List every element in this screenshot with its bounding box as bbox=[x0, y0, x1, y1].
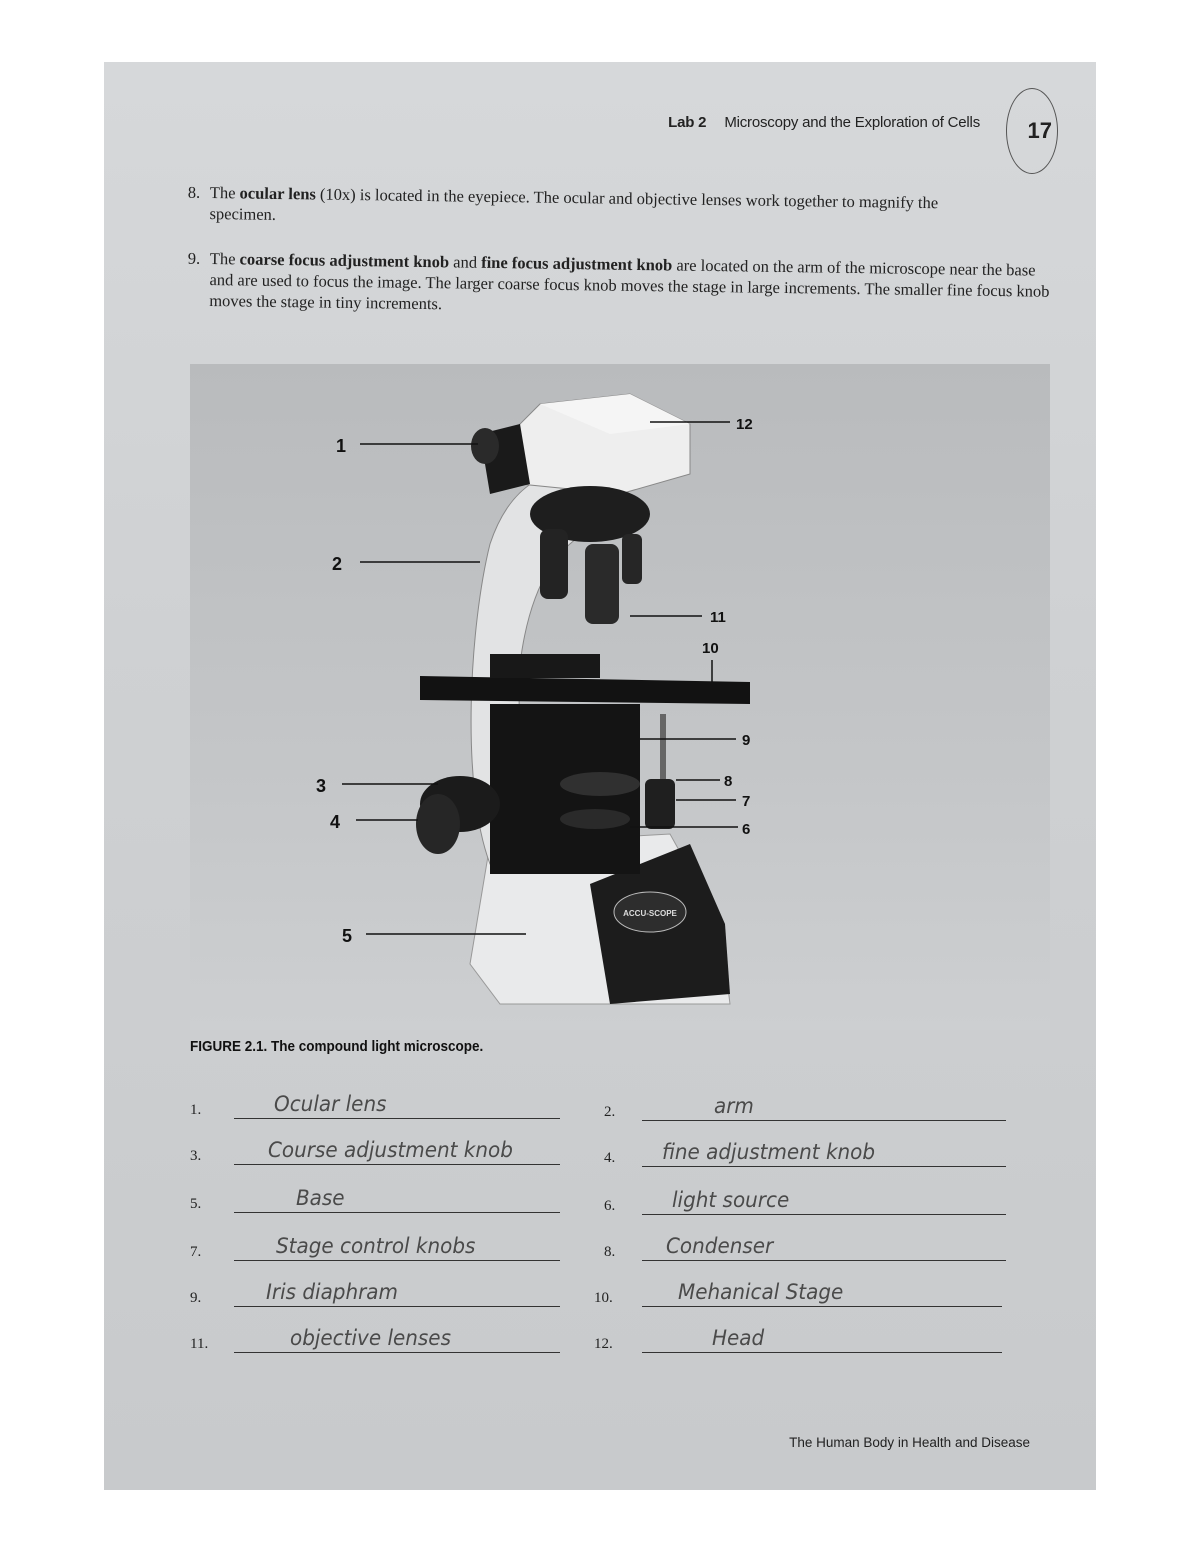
callout-4: 4 bbox=[330, 812, 341, 832]
handwritten-answer: Head bbox=[712, 1326, 765, 1350]
callout-8: 8 bbox=[724, 773, 733, 790]
answer-line bbox=[234, 1212, 560, 1213]
handwritten-answer: objective lenses bbox=[290, 1326, 451, 1350]
chapter-title: Microscopy and the Exploration of Cells bbox=[724, 114, 980, 131]
handwritten-answer: Course adjustment knob bbox=[268, 1138, 513, 1162]
handwritten-answer: Mehanical Stage bbox=[678, 1280, 844, 1304]
answer-number: 4. bbox=[604, 1150, 616, 1166]
answer-number: 9. bbox=[190, 1290, 202, 1306]
callout-1: 1 bbox=[336, 436, 347, 456]
handwritten-answer: Ocular lens bbox=[274, 1092, 387, 1116]
answer-number: 5. bbox=[190, 1196, 202, 1212]
answer-line bbox=[234, 1260, 560, 1261]
handwritten-answer: fine adjustment knob bbox=[662, 1140, 876, 1164]
answer-number: 7. bbox=[190, 1244, 202, 1260]
handwritten-answer: Iris diaphram bbox=[266, 1280, 398, 1304]
answer-line bbox=[642, 1214, 1006, 1215]
paragraph-9 bbox=[187, 248, 1056, 323]
answer-line bbox=[234, 1164, 560, 1165]
callout-3: 3 bbox=[316, 776, 327, 796]
answer-line bbox=[234, 1306, 560, 1307]
paragraph-number: 9. bbox=[187, 248, 201, 268]
text-run: and bbox=[448, 252, 482, 272]
callout-6: 6 bbox=[742, 821, 751, 838]
handwritten-answer: Stage control knobs bbox=[276, 1234, 476, 1258]
answer-line bbox=[642, 1306, 1002, 1307]
answer-line bbox=[642, 1120, 1006, 1121]
answer-line bbox=[642, 1260, 1006, 1261]
page-number: 17 bbox=[1027, 118, 1052, 143]
callout-12: 12 bbox=[736, 416, 753, 433]
callout-2: 2 bbox=[332, 554, 343, 574]
lab-label: Lab 2 bbox=[668, 114, 707, 131]
paragraph-8 bbox=[187, 182, 950, 234]
answer-line bbox=[234, 1352, 560, 1353]
callout-10: 10 bbox=[702, 640, 719, 657]
paragraph-number: 8. bbox=[187, 182, 201, 202]
text-run: (10x) is located in the eyepiece. The ocular and objective lenses work together to magnify the specimen. bbox=[209, 184, 939, 224]
microscope-illustration bbox=[190, 364, 1050, 1030]
answer-line bbox=[642, 1166, 1006, 1167]
callout-9: 9 bbox=[742, 732, 751, 749]
answer-number: 11. bbox=[190, 1336, 209, 1352]
answer-number: 12. bbox=[594, 1336, 613, 1352]
answer-line bbox=[642, 1352, 1002, 1353]
answer-number: 2. bbox=[604, 1104, 616, 1120]
text-run: The bbox=[209, 182, 240, 203]
text-run: are located on the arm of the microscope near the base and are used to focus the image. The larger coarse focus knob moves the stage in large increments. The smaller fine focus knob moves the stage in tiny increments. bbox=[209, 255, 1050, 314]
answer-line bbox=[234, 1118, 560, 1119]
callout-5: 5 bbox=[342, 926, 353, 946]
brand-label: ACCU-SCOPE bbox=[623, 909, 677, 918]
running-header bbox=[668, 114, 980, 131]
term-coarse-focus: coarse focus adjustment knob bbox=[239, 249, 450, 272]
handwritten-answer: Base bbox=[296, 1186, 345, 1210]
answer-number: 1. bbox=[190, 1102, 202, 1118]
microscope-figure bbox=[190, 364, 1050, 1030]
handwritten-answer: arm bbox=[714, 1094, 754, 1118]
answer-number: 10. bbox=[594, 1290, 613, 1306]
answer-number: 6. bbox=[604, 1198, 616, 1214]
answer-number: 3. bbox=[190, 1148, 202, 1164]
handwritten-answer: light source bbox=[672, 1188, 790, 1212]
text-run: The bbox=[209, 248, 240, 269]
textbook-page bbox=[104, 62, 1096, 1490]
callout-7: 7 bbox=[742, 793, 751, 810]
term-ocular-lens: ocular lens bbox=[239, 183, 317, 204]
term-fine-focus: fine focus adjustment knob bbox=[481, 252, 673, 275]
callout-11: 11 bbox=[710, 609, 726, 626]
handwritten-answer: Condenser bbox=[666, 1234, 774, 1258]
figure-caption: FIGURE 2.1. The compound light microscope. bbox=[190, 1038, 484, 1055]
book-title-footer: The Human Body in Health and Disease bbox=[789, 1435, 1030, 1450]
answer-number: 8. bbox=[604, 1244, 616, 1260]
